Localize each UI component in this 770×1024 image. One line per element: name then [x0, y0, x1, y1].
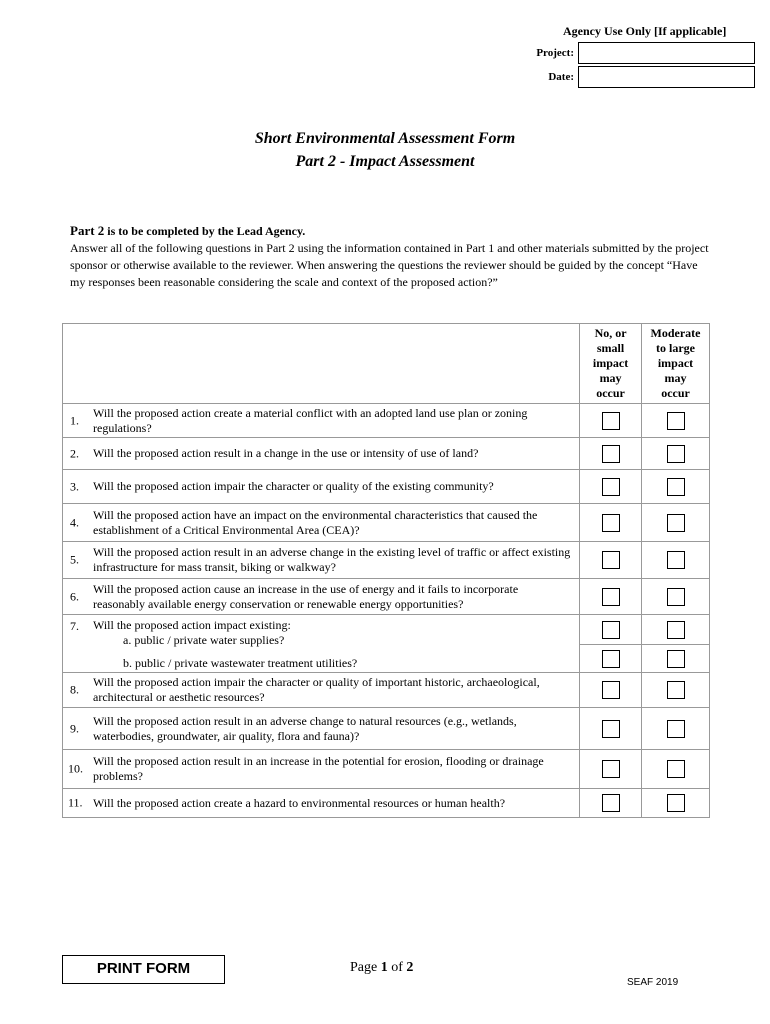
question-7b: b. public / private wastewater treatment utilities? [123, 656, 358, 670]
question-cell: 11. Will the proposed action create a hazard to environmental resources or human health? [63, 789, 580, 818]
print-form-button[interactable]: PRINT FORM [62, 955, 225, 984]
question-cell: 2. Will the proposed action result in a change in the use or intensity of use of land? [63, 438, 580, 470]
checkbox-q7a-moderate-large[interactable] [667, 621, 685, 639]
page-indicator: Page 1 of 2 [350, 960, 414, 975]
form-title: Short Environmental Assessment Form [254, 130, 516, 147]
checkbox-q11-no-small[interactable] [602, 794, 620, 812]
question-cell: 7. Will the proposed action impact existing: a. public / private water supplies? b. public / private wastewater treatment utilities? [63, 615, 580, 673]
question-cell: 4. Will the proposed action have an impact on the environmental characteristics that caused the establishment of a Critical Environmental Area (CEA)? [63, 504, 580, 542]
question-cell: 10. Will the proposed action result in an increase in the potential for erosion, flooding or drainage problems? [63, 750, 580, 789]
checkbox-q1-moderate-large[interactable] [667, 412, 685, 430]
table-header-row [63, 324, 710, 404]
checkbox-q4-moderate-large[interactable] [667, 514, 685, 532]
checkbox-q5-no-small[interactable] [602, 551, 620, 569]
question-cell: 8. Will the proposed action impair the character or quality of important historic, archaeological, architectural or aesthetic resources? [63, 673, 580, 708]
checkbox-q7a-no-small[interactable] [602, 621, 620, 639]
question-cell: 1. Will the proposed action create a material conflict with an adopted land use plan or zoning regulations? [63, 404, 580, 438]
question-7a: a. public / private water supplies? [123, 633, 285, 647]
question-cell: 6. Will the proposed action cause an increase in the use of energy and it fails to incorporate reasonably available energy conservation or renewable energy opportunities? [63, 579, 580, 615]
checkbox-q6-no-small[interactable] [602, 588, 620, 606]
col-header-moderate-large: Moderate to large impact may occur [642, 324, 710, 404]
col-header-no-small: No, or small impact may occur [580, 324, 642, 404]
checkbox-q10-moderate-large[interactable] [667, 760, 685, 778]
table-row [63, 673, 710, 708]
checkbox-q1-no-small[interactable] [602, 412, 620, 430]
project-row [520, 42, 760, 66]
checkbox-q2-moderate-large[interactable] [667, 445, 685, 463]
question-cell: 3. Will the proposed action impair the character or quality of the existing community? [63, 470, 580, 504]
date-label: Date: [548, 71, 574, 83]
checkbox-q9-moderate-large[interactable] [667, 720, 685, 738]
table-row [63, 470, 710, 504]
checkbox-q11-moderate-large[interactable] [667, 794, 685, 812]
instructions [70, 222, 710, 291]
table-row [63, 615, 710, 645]
table-row [63, 750, 710, 789]
table-row [63, 504, 710, 542]
checkbox-q4-no-small[interactable] [602, 514, 620, 532]
table-row [63, 579, 710, 615]
table-row [63, 789, 710, 818]
question-cell: 9. Will the proposed action result in an adverse change to natural resources (e.g., wetlands, waterbodies, groundwater, air quality, flora and fauna)? [63, 708, 580, 750]
instructions-lead: Part 2 is to be completed by the Lead Agency. [70, 223, 306, 238]
form-subtitle: Part 2 - Impact Assessment [295, 153, 475, 170]
checkbox-q5-moderate-large[interactable] [667, 551, 685, 569]
table-row [63, 708, 710, 750]
checkbox-q6-moderate-large[interactable] [667, 588, 685, 606]
checkbox-q8-no-small[interactable] [602, 681, 620, 699]
checkbox-q10-no-small[interactable] [602, 760, 620, 778]
table-row [63, 542, 710, 579]
project-label: Project: [536, 47, 574, 59]
checkbox-q3-moderate-large[interactable] [667, 478, 685, 496]
checkbox-q2-no-small[interactable] [602, 445, 620, 463]
instructions-body: Answer all of the following questions in Part 2 using the information contained in Part 1 and other materials submitted by the project sponsor or otherwise available to the reviewer. When answering the questions the reviewer should be guided by the concept “Have my responses been reasonable considering the scale and context of the proposed action?” [70, 241, 709, 289]
date-row [520, 66, 760, 90]
table-row [63, 438, 710, 470]
header-blank-cell [63, 324, 580, 404]
checkbox-q7b-moderate-large[interactable] [667, 650, 685, 668]
table-row [63, 404, 710, 438]
impact-table [62, 323, 710, 818]
checkbox-q7b-no-small[interactable] [602, 650, 620, 668]
checkbox-q3-no-small[interactable] [602, 478, 620, 496]
agency-use-title: Agency Use Only [If applicable] [563, 24, 727, 38]
project-input[interactable] [578, 42, 755, 64]
date-input[interactable] [578, 66, 755, 88]
form-code: SEAF 2019 [627, 977, 679, 988]
checkbox-q8-moderate-large[interactable] [667, 681, 685, 699]
checkbox-q9-no-small[interactable] [602, 720, 620, 738]
question-cell: 5. Will the proposed action result in an adverse change in the existing level of traffic or affect existing infrastructure for mass transit, biking or walkway? [63, 542, 580, 579]
